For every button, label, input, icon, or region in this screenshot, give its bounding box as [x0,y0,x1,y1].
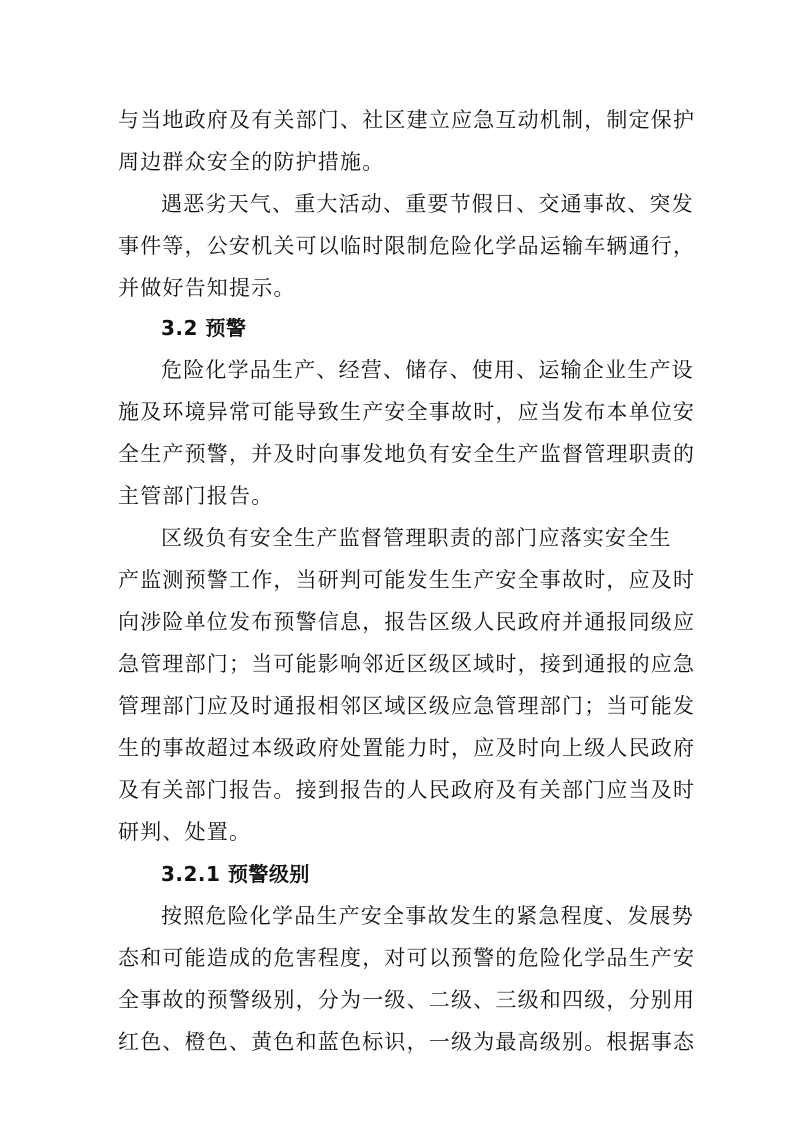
paragraph-line: 管理部门应及时通报相邻区域区级应急管理部门；当可能发 [118,694,696,718]
paragraph-line: 生的事故超过本级政府处置能力时，应及时向上级人民政府 [118,736,696,760]
paragraph-line: 遇恶劣天气、重大活动、重要节假日、交通事故、突发 [161,192,694,216]
paragraph-line: 向涉险单位发布预警信息，报告区级人民政府并通报同级应 [118,610,696,634]
paragraph-line: 危险化学品生产、经营、储存、使用、运输企业生产设 [161,358,694,382]
paragraph-line: 主管部门报告。 [118,484,274,508]
section-heading: 3.2 预警 [161,316,247,340]
paragraph-line: 红色、橙色、黄色和蓝色标识，一级为最高级别。根据事态 [118,1030,696,1054]
subsection-heading: 3.2.1 预警级别 [161,862,310,886]
paragraph-line: 事件等，公安机关可以临时限制危险化学品运输车辆通行， [118,234,696,258]
paragraph-line: 周边群众安全的防护措施。 [118,150,385,174]
paragraph-line: 与当地政府及有关部门、社区建立应急互动机制，制定保护 [118,108,696,132]
paragraph-line: 态和可能造成的危害程度，对可以预警的危险化学品生产安 [118,946,696,970]
paragraph-line: 区级负有安全生产监督管理职责的部门应落实安全生 [161,526,672,550]
paragraph-line: 按照危险化学品生产安全事故发生的紧急程度、发展势 [161,904,694,928]
paragraph-line: 及有关部门报告。接到报告的人民政府及有关部门应当及时 [118,778,696,802]
paragraph-line: 研判、处置。 [118,820,252,844]
paragraph-line: 产监测预警工作，当研判可能发生生产安全事故时，应及时 [118,568,696,592]
paragraph-line: 并做好告知提示。 [118,276,296,300]
paragraph-line: 施及环境异常可能导致生产安全事故时，应当发布本单位安 [118,400,696,424]
paragraph-line: 急管理部门；当可能影响邻近区级区域时，接到通报的应急 [118,652,696,676]
paragraph-line: 全生产预警，并及时向事发地负有安全生产监督管理职责的 [118,442,696,466]
paragraph-line: 全事故的预警级别，分为一级、二级、三级和四级，分别用 [118,988,696,1012]
